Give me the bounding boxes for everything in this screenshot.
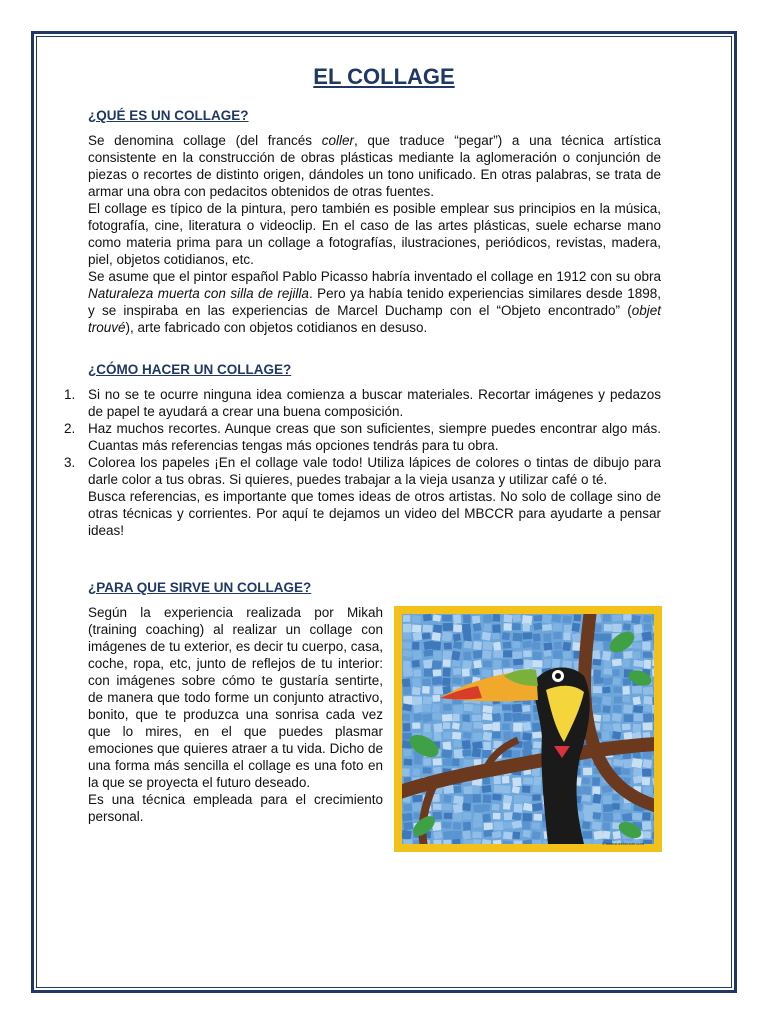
- steps-list: [64, 386, 661, 539]
- document-title: EL COLLAGE: [313, 64, 455, 89]
- section-body-para-que: [88, 604, 383, 825]
- toucan-collage-image: [394, 606, 662, 852]
- paragraph-uses: El collage es típico de la pintura, pero también es posible emplear sus principios en la música, fotografía, cine, literatura o videoclip. En el caso de las artes plásticas, suele echarse mano como materia prima para un collage a fotografías, ilustraciones, periódicos, revistas, madera, piel, objetos cotidianos, etc.: [88, 201, 661, 267]
- list-item: 2. Haz muchos recortes. Aunque creas que son suficientes, siempre puedes encontrar algo más. Cuantas más referencias tengas más opciones tendrás para tu obra.: [64, 421, 661, 453]
- paragraph-purpose: Según la experiencia realizada por Mikah (training coaching) al realizar un collage con imágenes de tu exterior, es decir tu cuerpo, casa, coche, ropa, etc, junto de reflejos de tu interior: con imágenes sobre cómo te gustaría sentirte, de manera que todo forme un conjunto atractivo, bonito, que te produzca una sonrisa cada vez que lo mires, en el que puedes plasmar emociones que quieres atraer a tu vida. Dicho de una forma más sencilla el collage es una foto en la que se proyecta el futuro deseado.: [88, 605, 383, 790]
- section-heading-como-hacer: ¿CÓMO HACER UN COLLAGE?: [88, 362, 292, 377]
- section-heading-para-que: ¿PARA QUE SIRVE UN COLLAGE?: [88, 580, 312, 595]
- list-item: 3. Colorea los papeles ¡En el collage vale todo! Utiliza lápices de colores o tintas de dibujo para darle color a tus obras. Si quieres, puedes trabajar a la vieja usanza y utilizar café o té. Busca referencias, es importante que tomes ideas de otros artistas. No solo de collage sino de otras técnicas y corrientes. Por aquí te dejamos un video del MBCCR para ayudarte a pensar ideas!: [64, 455, 661, 538]
- list-item: 1. Si no se te ocurre ninguna idea comienza a buscar materiales. Recortar imágenes y pedazos de papel te ayudará a crear una buena composición.: [64, 387, 661, 419]
- image-watermark: © worksheetsmore.com: [601, 841, 644, 846]
- paragraph-growth: Es una técnica empleada para el crecimiento personal.: [88, 792, 383, 824]
- paragraph-definition: Se denomina collage (del francés coller, que traduce “pegar”) a una técnica artística consistente en la construcción de obras plásticas mediante la aglomeración o conjunción de piezas o recortes de distinto origen, dándoles un tono unificado. En otras palabras, se trata de armar una obra con pedacitos obtenidos de otras fuentes.: [88, 133, 661, 199]
- section-body-que-es: [88, 132, 661, 336]
- section-heading-que-es: ¿QUÉ ES UN COLLAGE?: [88, 108, 249, 123]
- list-item-continuation: Busca referencias, es importante que tomes ideas de otros artistas. No solo de collage sino de otras técnicas y corrientes. Por aquí te dejamos un video del MBCCR para ayudarte a pensar ideas!: [88, 489, 661, 538]
- paragraph-history: Se asume que el pintor español Pablo Picasso habría inventado el collage en 1912 con su obra Naturaleza muerta con silla de rejilla. Pero ya había tenido experiencias similares desde 1898, y se inspiraba en las experiencias de Marcel Duchamp con el “Objeto encontrado” (objet trouvé), arte fabricado con objetos cotidianos en desuso.: [88, 269, 661, 335]
